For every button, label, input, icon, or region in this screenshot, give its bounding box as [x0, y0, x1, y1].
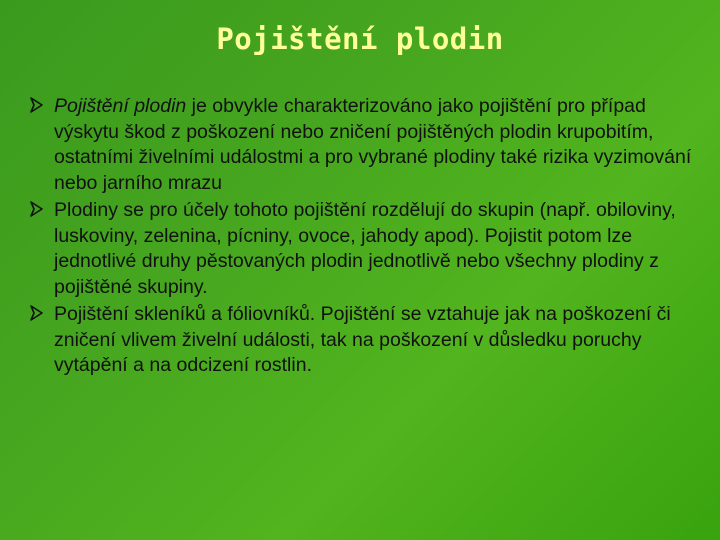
bullet-lead-text: Pojištění plodin — [54, 95, 187, 117]
arrow-bullet-icon — [30, 95, 44, 115]
arrow-bullet-icon — [30, 303, 44, 323]
bullet-item — [30, 94, 695, 196]
bullet-text: je obvykle charakterizováno jako pojištění pro případ výskytu škod z poškození nebo zničení pojištěných plodin krupobitím, ostatními živelními událostmi a pro vybrané plodiny také rizika vyzimování nebo jarního mrazu — [54, 95, 692, 194]
bullet-item — [30, 198, 695, 300]
bullet-list — [30, 94, 695, 381]
bullet-item — [30, 302, 695, 379]
slide-title: Pojištění plodin — [216, 22, 504, 56]
bullet-text: Pojištění skleníků a fóliovníků. Pojištění se vztahuje jak na poškození či zničení vlivem živelní události, tak na poškození v důsledku poruchy vytápění a na odcizení rostlin. — [54, 303, 671, 376]
arrow-bullet-icon — [30, 199, 44, 219]
bullet-text: Plodiny se pro účely tohoto pojištění rozdělují do skupin (např. obiloviny, luskoviny, zelenina, pícniny, ovoce, jahody apod). Pojistit potom lze jednotlivé druhy pěstovaných plodin jednotlivě nebo všechny plodiny z pojištěné skupiny. — [54, 199, 676, 298]
